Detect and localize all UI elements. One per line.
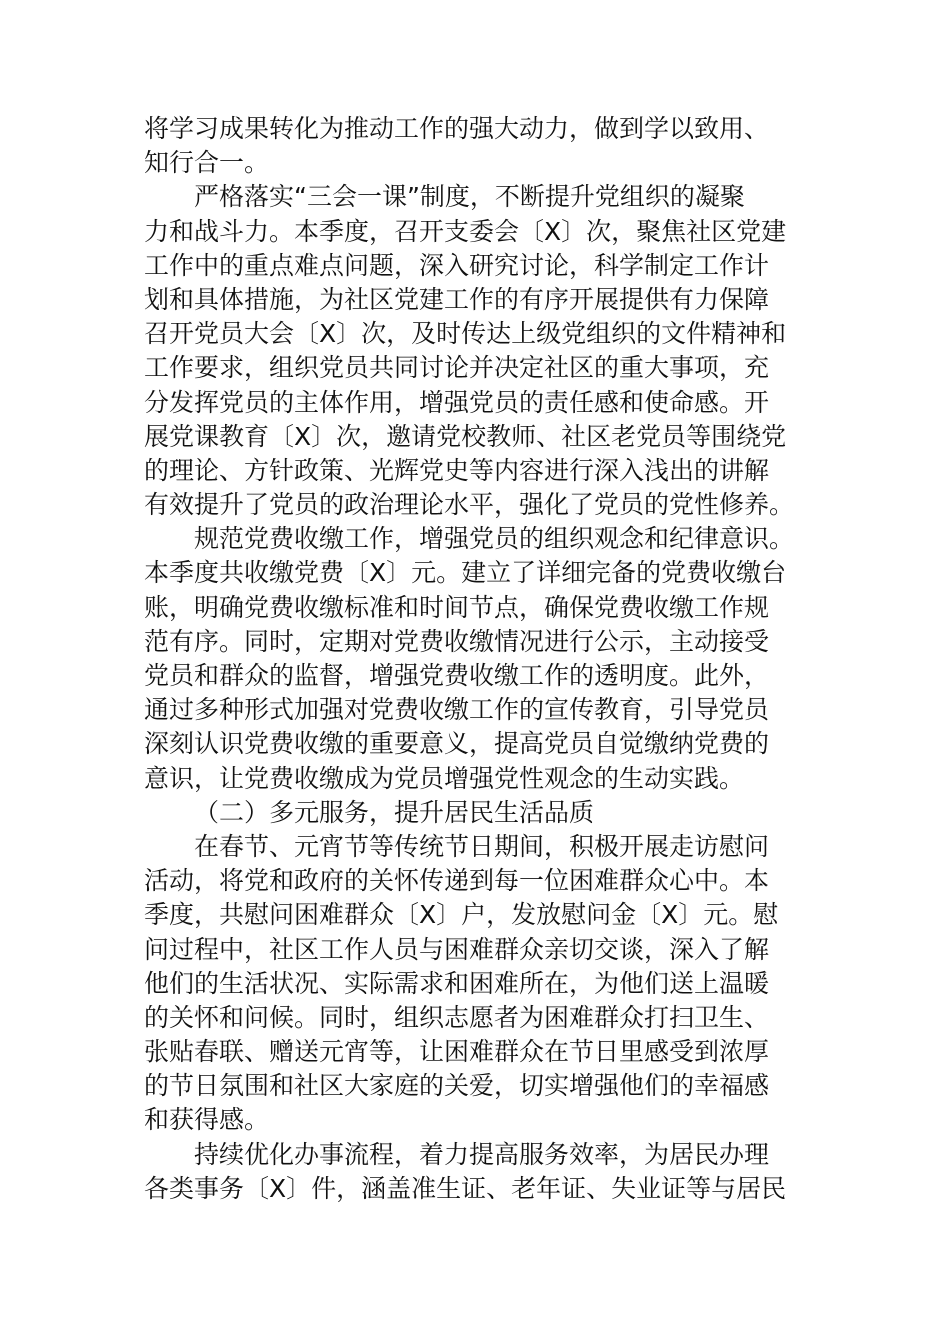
text-line: 分发挥党员的主体作用，增强党员的责任感和使命感。开 <box>144 387 770 417</box>
document-body <box>144 112 814 1206</box>
text-line: 账，明确党费收缴标准和时间节点，确保党费收缴工作规 <box>144 592 770 622</box>
text-line: 活动，将党和政府的关怀传递到每一位困难群众心中。本 <box>144 866 770 896</box>
text-line: 规范党费收缴工作，增强党员的组织观念和纪律意识。 <box>194 524 795 554</box>
text-line: 力和战斗力。本季度，召开支委会〔X〕次，聚焦社区党建 <box>144 216 787 246</box>
text-line: 的节日氛围和社区大家庭的关爱，切实增强他们的幸福感 <box>144 1071 770 1101</box>
text-line: 各类事务〔X〕件，涵盖准生证、老年证、失业证等与居民 <box>144 1173 787 1203</box>
text-line: 张贴春联、赠送元宵等，让困难群众在节日里感受到浓厚 <box>144 1037 770 1067</box>
text-line: 知行合一。 <box>144 148 270 178</box>
text-line: 问过程中，社区工作人员与困难群众亲切交谈，深入了解 <box>144 934 770 964</box>
text-line: 工作要求，组织党员共同讨论并决定社区的重大事项，充 <box>144 353 770 383</box>
text-line: 召开党员大会〔X〕次，及时传达上级党组织的文件精神和 <box>144 319 787 349</box>
text-line: 工作中的重点难点问题，深入研究讨论，科学制定工作计 <box>144 250 770 280</box>
text-line: 持续优化办事流程，着力提高服务效率，为居民办理 <box>194 1139 770 1169</box>
text-line: 严格落实“三会一课”制度，不断提升党组织的凝聚 <box>194 182 745 212</box>
text-line: 将学习成果转化为推动工作的强大动力，做到学以致用、 <box>144 114 770 143</box>
text-line: 的关怀和问候。同时，组织志愿者为困难群众打扫卫生、 <box>144 1002 770 1032</box>
text-line: 季度，共慰问困难群众〔X〕户，发放慰问金〔X〕元。慰 <box>144 900 779 930</box>
text-line: 展党课教育〔X〕次，邀请党校教师、社区老党员等围绕党 <box>144 421 787 451</box>
section-heading: （二）多元服务，提升居民生活品质 <box>194 797 595 827</box>
text-line: 他们的生活状况、实际需求和困难所在，为他们送上温暖 <box>144 968 770 998</box>
text-line: 本季度共收缴党费〔X〕元。建立了详细完备的党费收缴台 <box>144 558 787 588</box>
text-line: 意识，让党费收缴成为党员增强党性观念的生动实践。 <box>144 763 745 793</box>
text-line: 范有序。同时，定期对党费收缴情况进行公示，主动接受 <box>144 626 770 656</box>
text-line: 通过多种形式加强对党费收缴工作的宣传教育，引导党员 <box>144 695 770 725</box>
text-line: 有效提升了党员的政治理论水平，强化了党员的党性修养。 <box>144 490 795 520</box>
text-line: 划和具体措施，为社区党建工作的有序开展提供有力保障 <box>144 284 770 314</box>
text-line: 的理论、方针政策、光辉党史等内容进行深入浅出的讲解 <box>144 455 770 485</box>
text-line: 和获得感。 <box>144 1105 270 1135</box>
text-line: 深刻认识党费收缴的重要意义，提高党员自觉缴纳党费的 <box>144 729 770 759</box>
text-line: 在春节、元宵节等传统节日期间，积极开展走访慰问 <box>194 831 770 861</box>
text-line: 党员和群众的监督，增强党费收缴工作的透明度。此外， <box>144 661 770 690</box>
